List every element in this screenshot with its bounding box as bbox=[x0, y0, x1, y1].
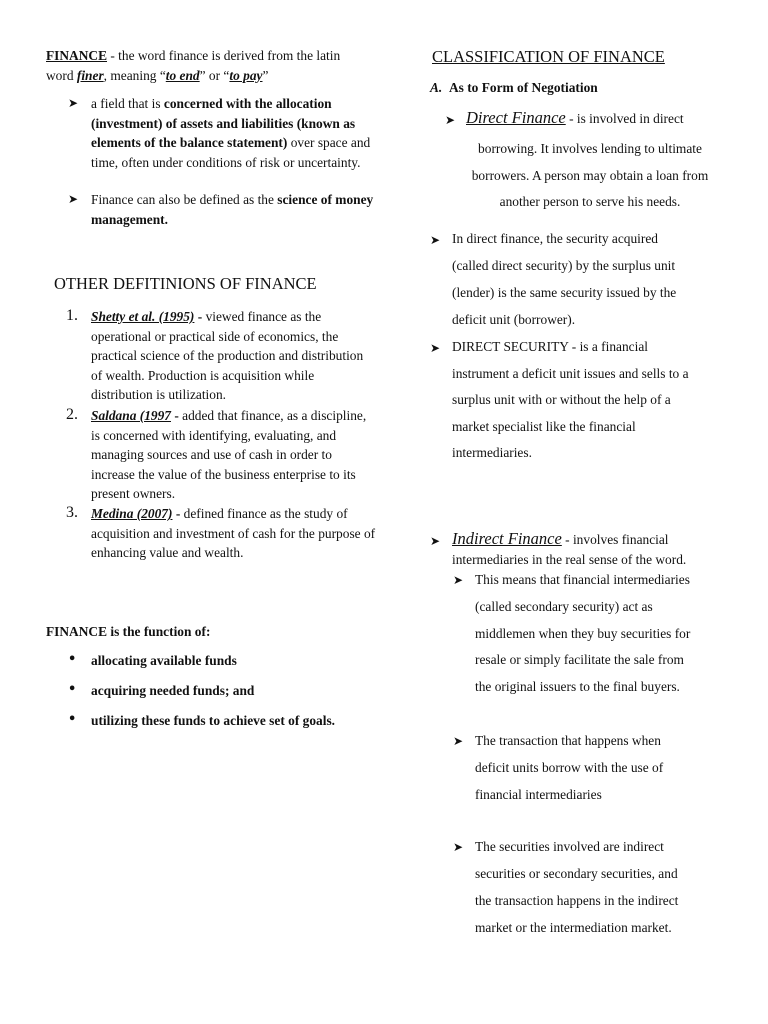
definition-text: viewed finance as the operational or practical side of economics, the practical science of the production and distribution of wealth. Production is acquisition while distribution is utilization. bbox=[91, 309, 364, 402]
direct-bullet-2-line-1: DIRECT SECURITY - is a financial bbox=[452, 339, 648, 354]
indirect-finance-title-line bbox=[452, 529, 669, 549]
definition-dash: - bbox=[194, 309, 206, 324]
direct-bullet-2-line-4: market specialist like the financial bbox=[452, 419, 636, 434]
definition-dash: - bbox=[170, 408, 183, 423]
definition-item-2 bbox=[91, 406, 376, 504]
definition-text: added that finance, as a discipline, is concerned with identifying, evaluating, and managing sources and use of cash in order to increase the value of the business enterprise to its present owners. bbox=[91, 408, 367, 501]
indirect-finance-lead: - involves financial bbox=[561, 532, 669, 547]
function-item-3: utilizing these funds to achieve set of goals. bbox=[91, 713, 335, 728]
direct-bullet-1-line-4: deficit unit (borrower). bbox=[452, 312, 576, 327]
indirect-bullet-1-line-5: the original issuers to the final buyers. bbox=[475, 679, 680, 694]
indirect-bullet-3-line-1: The securities involved are indirect bbox=[475, 839, 664, 854]
indirect-bullet-2-line-2: deficit units borrow with the use of bbox=[475, 760, 664, 775]
indirect-bullet-1-line-3: middlemen when they buy securities for bbox=[475, 626, 691, 641]
classification-subheading bbox=[430, 80, 598, 96]
indirect-bullet-1-line-1: This means that financial intermediaries bbox=[475, 572, 690, 587]
intro-text-3: ” or “ bbox=[199, 67, 230, 83]
arrowhead-bullet-icon: ➤ bbox=[453, 840, 464, 854]
intro-text-2: , meaning “ bbox=[103, 67, 166, 83]
direct-finance-title-line bbox=[466, 108, 684, 128]
definition-item-1 bbox=[91, 307, 376, 405]
arrowhead-bullet-icon: ➤ bbox=[453, 734, 464, 748]
definition-number: 3. bbox=[66, 504, 78, 521]
word-finer: finer bbox=[76, 67, 104, 83]
direct-bullet-2-line-3: surplus unit with or without the help of a bbox=[452, 392, 671, 407]
indirect-finance-title: Indirect Finance bbox=[452, 529, 562, 548]
other-definitions-heading: OTHER DEFITINIONS OF FINANCE bbox=[54, 274, 317, 293]
classification-heading: CLASSIFICATION OF FINANCE bbox=[432, 47, 665, 66]
subheading-title: As to Form of Negotiation bbox=[448, 80, 598, 95]
definition-author: Saldana (1997 bbox=[91, 408, 171, 423]
intro-text-4: ” bbox=[262, 67, 269, 83]
direct-finance-lead: - is involved in direct bbox=[565, 111, 684, 126]
finance-term: FINANCE bbox=[46, 48, 108, 63]
indirect-bullet-2-line-1: The transaction that happens when bbox=[475, 733, 661, 748]
arrowhead-bullet-icon: ➤ bbox=[445, 113, 456, 127]
bullet-dot-icon: • bbox=[68, 682, 77, 697]
word-to-end: to end bbox=[165, 67, 200, 83]
arrowhead-bullet-icon: ➤ bbox=[430, 341, 441, 355]
definition-dash: - bbox=[172, 506, 184, 521]
direct-bullet-2-line-2: instrument a deficit unit issues and sells to a bbox=[452, 366, 689, 381]
definition-text: defined finance as the study of acquisition and investment of cash for the purpose of enhancing value and wealth. bbox=[91, 506, 376, 560]
intro-bullet-2 bbox=[91, 190, 376, 229]
definition-author: Medina (2007) bbox=[91, 506, 173, 521]
direct-bullet-2-line-5: intermediaries. bbox=[452, 445, 532, 460]
direct-finance-line-3: another person to serve his needs. bbox=[499, 194, 681, 209]
intro-text-1: - the word finance is derived from the latin word bbox=[46, 48, 341, 83]
arrowhead-bullet-icon: ➤ bbox=[68, 192, 79, 206]
intro-bullet-1 bbox=[91, 94, 376, 172]
indirect-bullet-2-line-3: financial intermediaries bbox=[475, 787, 602, 802]
bullet-dot-icon: • bbox=[68, 712, 77, 727]
intro-bullet-2-bold: science of money management. bbox=[91, 192, 374, 227]
direct-bullet-1-line-1: In direct finance, the security acquired bbox=[452, 231, 658, 246]
intro-bullet-1-bold: concerned with the allocation (investment) of assets and liabilities (known as elements of the balance statement) bbox=[91, 96, 356, 150]
definition-author: Shetty et al. (1995) bbox=[91, 309, 195, 324]
indirect-bullet-1-line-2: (called secondary security) act as bbox=[475, 599, 653, 614]
intro-bullet-1-post: over space and time, often under conditions of risk or uncertainty. bbox=[91, 135, 371, 170]
direct-finance-line-2: borrowers. A person may obtain a loan from bbox=[471, 168, 709, 183]
subheading-letter: A. bbox=[430, 80, 443, 95]
function-heading: FINANCE is the function of: bbox=[46, 624, 211, 639]
direct-finance-line-1: borrowing. It involves lending to ultimate bbox=[478, 141, 702, 156]
arrowhead-bullet-icon: ➤ bbox=[430, 233, 441, 247]
word-to-pay: to pay bbox=[229, 67, 263, 83]
arrowhead-bullet-icon: ➤ bbox=[430, 534, 441, 548]
arrowhead-bullet-icon: ➤ bbox=[453, 573, 464, 587]
arrowhead-bullet-icon: ➤ bbox=[68, 96, 79, 110]
direct-finance-title: Direct Finance bbox=[466, 108, 566, 127]
bullet-dot-icon: • bbox=[68, 652, 77, 667]
function-item-1: allocating available funds bbox=[91, 653, 237, 668]
direct-bullet-1-line-3: (lender) is the same security issued by the bbox=[452, 285, 677, 300]
definition-number: 2. bbox=[66, 406, 78, 423]
direct-bullet-1-line-2: (called direct security) by the surplus unit bbox=[452, 258, 676, 273]
indirect-finance-line-2: intermediaries in the real sense of the word. bbox=[452, 552, 687, 567]
indirect-bullet-3-line-2: securities or secondary securities, and bbox=[475, 866, 678, 881]
definition-number: 1. bbox=[66, 307, 78, 324]
function-item-2: acquiring needed funds; and bbox=[91, 683, 255, 698]
definition-item-3 bbox=[91, 504, 376, 563]
intro-bullet-2-pre: Finance can also be defined as the bbox=[91, 192, 278, 207]
intro-paragraph bbox=[46, 46, 366, 85]
indirect-bullet-1-line-4: resale or simply facilitate the sale from bbox=[475, 652, 684, 667]
indirect-bullet-3-line-3: the transaction happens in the indirect bbox=[475, 893, 679, 908]
intro-bullet-1-pre: a field that is bbox=[91, 96, 164, 111]
indirect-bullet-3-line-4: market or the intermediation market. bbox=[475, 920, 672, 935]
